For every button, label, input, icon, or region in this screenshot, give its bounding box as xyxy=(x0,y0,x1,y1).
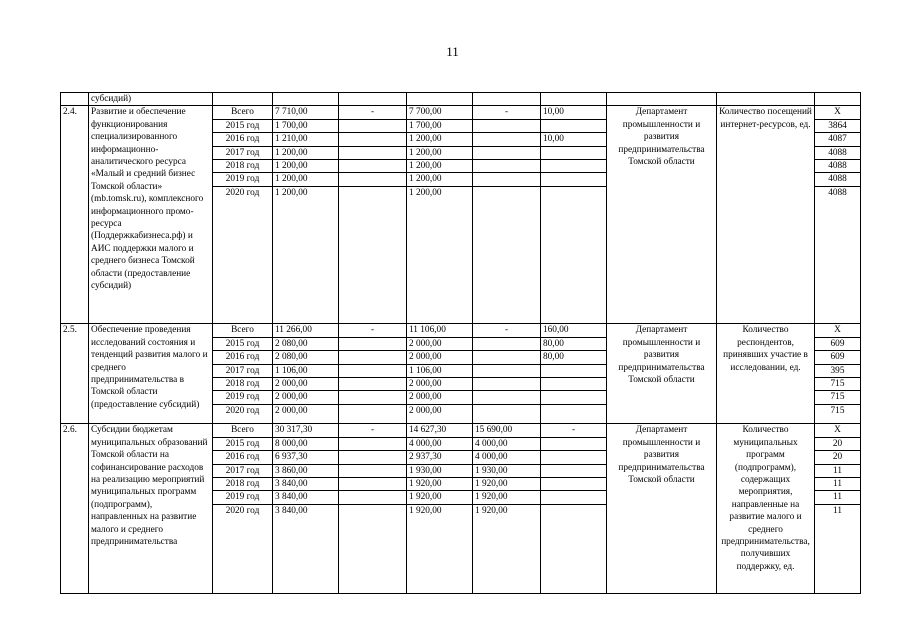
local-amount-value: 15 690,00 xyxy=(473,424,540,437)
measure-name: Субсидии бюджетам муниципальных образований Томской области на софинансирование расходов на реализацию мероприятий муниципальных программ (подпрограмм), направленных на развитие малого и среднего предпринимательства xyxy=(89,424,213,594)
year-value: 2020 год xyxy=(225,505,260,516)
regional-amount-cell xyxy=(407,424,473,594)
table-row xyxy=(61,424,861,594)
total-amount-value: 1 210,00 xyxy=(273,133,338,146)
federal-amount-value xyxy=(339,133,406,146)
continuation-name: субсидий) xyxy=(89,93,213,106)
other-amount-value: - xyxy=(541,424,606,437)
total-amount-value: 30 317,30 xyxy=(273,424,338,437)
local-amount-value xyxy=(473,120,540,133)
indicator-value-value: 20 xyxy=(815,451,860,464)
other-amount-cell xyxy=(541,324,607,424)
measure-name: Обеспечение проведения исследований состояния и тенденций развития малого и среднего предпринимательства в Томской области (предоставление субсидий) xyxy=(89,324,213,424)
total-amount-value: 2 080,00 xyxy=(273,338,338,351)
federal-amount-value xyxy=(339,378,406,391)
local-amount-value xyxy=(473,187,540,199)
federal-amount-value xyxy=(339,160,406,173)
year-value: 2015 год xyxy=(213,338,272,351)
federal-amount-value xyxy=(339,465,406,478)
total-amount-value: 11 266,00 xyxy=(273,324,338,337)
regional-amount-value: 1 200,00 xyxy=(407,147,472,160)
local-amount-value: 1 920,00 xyxy=(475,505,508,516)
regional-amount-value: 1 106,00 xyxy=(407,365,472,378)
local-amount-value: 4 000,00 xyxy=(473,438,540,451)
indicator-value-value: 4088 xyxy=(815,173,860,186)
other-amount-value xyxy=(541,491,606,504)
year-value: 2020 год xyxy=(225,405,260,416)
indicator-value-value: 4088 xyxy=(828,187,847,198)
indicator-value-value: 11 xyxy=(815,491,860,504)
federal-amount-value: - xyxy=(339,424,406,437)
indicator-value-cell xyxy=(815,106,861,324)
local-amount-value: 1 920,00 xyxy=(473,478,540,491)
regional-amount-value: 1 930,00 xyxy=(407,465,472,478)
regional-amount-value: 2 937,30 xyxy=(407,451,472,464)
federal-amount-cell xyxy=(339,424,407,594)
indicator-name: Количество посещений интернет-ресурсов, ед. xyxy=(717,106,815,324)
row-number: 2.5. xyxy=(61,324,89,424)
table-row-continuation xyxy=(61,93,861,106)
other-amount-value xyxy=(541,505,606,517)
local-amount-value xyxy=(473,365,540,378)
other-amount-value xyxy=(541,120,606,133)
year-value: 2019 год xyxy=(213,491,272,504)
local-amount-cell xyxy=(473,324,541,424)
total-amount-value: 1 200,00 xyxy=(273,147,338,160)
regional-amount-value: 1 200,00 xyxy=(407,133,472,146)
regional-amount-value: 4 000,00 xyxy=(407,438,472,451)
federal-amount-value: - xyxy=(339,324,406,337)
total-amount-value: 1 700,00 xyxy=(273,120,338,133)
year-value: 2016 год xyxy=(213,451,272,464)
regional-amount-value: 7 700,00 xyxy=(407,106,472,119)
responsible-department: Департамент промышленности и развития предпринимательства Томской области xyxy=(607,324,717,424)
total-amount-cell xyxy=(273,324,339,424)
federal-amount-value xyxy=(339,173,406,186)
regional-amount-value: 1 200,00 xyxy=(409,187,442,198)
year-value: 2017 год xyxy=(213,147,272,160)
federal-amount-value xyxy=(339,147,406,160)
total-amount-cell xyxy=(273,106,339,324)
federal-amount-cell xyxy=(339,324,407,424)
other-amount-value: 10,00 xyxy=(541,106,606,119)
responsible-department: Департамент промышленности и развития предпринимательства Томской области xyxy=(607,424,717,594)
federal-amount-value xyxy=(339,405,406,417)
other-amount-value xyxy=(541,465,606,478)
regional-amount-value: 2 000,00 xyxy=(407,338,472,351)
federal-amount-value xyxy=(339,505,406,517)
year-value: Всего xyxy=(213,324,272,337)
local-amount-value: 4 000,00 xyxy=(473,451,540,464)
indicator-name: Количество респондентов, принявших участие в исследовании, ед. xyxy=(717,324,815,424)
other-amount-value: 10,00 xyxy=(541,133,606,146)
indicator-value-value: 715 xyxy=(815,378,860,391)
regional-amount-value: 2 000,00 xyxy=(407,391,472,404)
other-amount-value: 80,00 xyxy=(541,338,606,351)
other-amount-value xyxy=(541,378,606,391)
total-amount-value: 1 200,00 xyxy=(273,173,338,186)
regional-amount-value: 1 920,00 xyxy=(407,491,472,504)
indicator-value-value: 11 xyxy=(815,465,860,478)
other-amount-value xyxy=(541,187,606,199)
indicator-value-value: 609 xyxy=(815,351,860,364)
federal-amount-value xyxy=(339,351,406,364)
total-amount-value: 8 000,00 xyxy=(273,438,338,451)
year-cell xyxy=(213,424,273,594)
federal-amount-value xyxy=(339,478,406,491)
page-number: 11 xyxy=(446,44,459,59)
local-amount-value xyxy=(473,160,540,173)
regional-amount-value: 11 106,00 xyxy=(407,324,472,337)
local-amount-value: 1 920,00 xyxy=(473,491,540,504)
federal-amount-value xyxy=(339,187,406,199)
row-number: 2.6. xyxy=(61,424,89,594)
local-amount-value: 1 930,00 xyxy=(473,465,540,478)
year-cell xyxy=(213,324,273,424)
year-value: 2019 год xyxy=(213,173,272,186)
local-amount-value xyxy=(473,378,540,391)
other-amount-value xyxy=(541,173,606,186)
other-amount-value xyxy=(541,405,606,417)
indicator-value-value: 4088 xyxy=(815,147,860,160)
local-amount-value xyxy=(473,351,540,364)
other-amount-value xyxy=(541,147,606,160)
indicator-value-value: 4088 xyxy=(815,160,860,173)
total-amount-value: 2 000,00 xyxy=(273,378,338,391)
total-amount-value: 2 000,00 xyxy=(275,405,308,416)
measure-name: Развитие и обеспечение функционирования специализированного информационно-аналитического ресурса «Малый и средний бизнес Томской области» (mb.tomsk.ru), комплексного информационного промо-ресурса (Поддержкабизнеса.рф) и АИС поддержки малого и среднего бизнеса Томской области (предоставление субсидий) xyxy=(89,106,213,324)
indicator-value-value: 4087 xyxy=(815,133,860,146)
responsible-department: Департамент промышленности и развития предпринимательства Томской области xyxy=(607,106,717,324)
table-row xyxy=(61,106,861,324)
other-amount-value xyxy=(541,160,606,173)
regional-amount-value: 2 000,00 xyxy=(409,405,442,416)
federal-amount-cell xyxy=(339,106,407,324)
year-value: 2018 год xyxy=(213,478,272,491)
year-value: 2017 год xyxy=(213,365,272,378)
total-amount-value: 3 840,00 xyxy=(275,505,308,516)
total-amount-value: 2 000,00 xyxy=(273,391,338,404)
federal-amount-value xyxy=(339,365,406,378)
year-value: Всего xyxy=(213,106,272,119)
local-amount-cell xyxy=(473,106,541,324)
regional-amount-value: 14 627,30 xyxy=(407,424,472,437)
other-amount-value xyxy=(541,438,606,451)
local-amount-value xyxy=(473,173,540,186)
total-amount-value: 3 840,00 xyxy=(273,491,338,504)
other-amount-value xyxy=(541,478,606,491)
indicator-value-value: 609 xyxy=(815,338,860,351)
indicator-value-value: 715 xyxy=(815,391,860,404)
indicator-value-value: 20 xyxy=(815,438,860,451)
federal-amount-value xyxy=(339,491,406,504)
total-amount-value: 1 200,00 xyxy=(275,187,308,198)
indicator-value-value: 11 xyxy=(833,505,842,516)
regional-amount-cell xyxy=(407,324,473,424)
row-number: 2.4. xyxy=(61,106,89,324)
regional-amount-value: 2 000,00 xyxy=(407,351,472,364)
total-amount-value: 7 710,00 xyxy=(273,106,338,119)
other-amount-value: 160,00 xyxy=(541,324,606,337)
federal-amount-value xyxy=(339,120,406,133)
year-value: 2018 год xyxy=(213,378,272,391)
local-amount-value xyxy=(473,338,540,351)
indicator-value-cell xyxy=(815,424,861,594)
local-amount-value: - xyxy=(473,324,540,337)
other-amount-value xyxy=(541,391,606,404)
regional-amount-value: 1 700,00 xyxy=(407,120,472,133)
year-cell xyxy=(213,106,273,324)
other-amount-value xyxy=(541,451,606,464)
indicator-value-cell xyxy=(815,324,861,424)
regional-amount-value: 1 200,00 xyxy=(407,160,472,173)
total-amount-value: 3 840,00 xyxy=(273,478,338,491)
total-amount-cell xyxy=(273,424,339,594)
year-value: 2019 год xyxy=(213,391,272,404)
year-value: 2020 год xyxy=(225,187,260,198)
indicator-value-value: 395 xyxy=(815,365,860,378)
table-row xyxy=(61,324,861,424)
total-amount-value: 6 937,30 xyxy=(273,451,338,464)
indicator-value-value: X xyxy=(815,106,860,119)
year-value: 2016 год xyxy=(213,351,272,364)
federal-amount-value: - xyxy=(339,106,406,119)
federal-amount-value xyxy=(339,438,406,451)
regional-amount-value: 2 000,00 xyxy=(407,378,472,391)
regional-amount-value: 1 200,00 xyxy=(407,173,472,186)
year-value: 2017 год xyxy=(213,465,272,478)
federal-amount-value xyxy=(339,338,406,351)
total-amount-value: 2 080,00 xyxy=(273,351,338,364)
other-amount-value xyxy=(541,365,606,378)
regional-amount-value: 1 920,00 xyxy=(407,478,472,491)
budget-table xyxy=(60,92,861,594)
indicator-name: Количество муниципальных программ (подпрограмм), содержащих мероприятия, направленные на развитие малого и среднего предпринимательства, получивших поддержку, ед. xyxy=(717,424,815,594)
local-amount-cell xyxy=(473,424,541,594)
total-amount-value: 1 200,00 xyxy=(273,160,338,173)
indicator-value-value: 11 xyxy=(815,478,860,491)
total-amount-value: 1 106,00 xyxy=(273,365,338,378)
indicator-value-value: 715 xyxy=(830,405,845,416)
local-amount-value xyxy=(473,133,540,146)
indicator-value-value: X xyxy=(815,324,860,337)
year-value: 2015 год xyxy=(213,120,272,133)
other-amount-cell xyxy=(541,106,607,324)
year-value: 2015 год xyxy=(213,438,272,451)
local-amount-value: - xyxy=(473,106,540,119)
year-value: 2018 год xyxy=(213,160,272,173)
other-amount-value: 80,00 xyxy=(541,351,606,364)
year-value: 2016 год xyxy=(213,133,272,146)
year-value: Всего xyxy=(213,424,272,437)
federal-amount-value xyxy=(339,391,406,404)
local-amount-value xyxy=(473,405,540,417)
indicator-value-value: 3864 xyxy=(815,120,860,133)
other-amount-cell xyxy=(541,424,607,594)
regional-amount-cell xyxy=(407,106,473,324)
regional-amount-value: 1 920,00 xyxy=(409,505,442,516)
local-amount-value xyxy=(473,147,540,160)
indicator-value-value: X xyxy=(815,424,860,437)
total-amount-value: 3 860,00 xyxy=(273,465,338,478)
federal-amount-value xyxy=(339,451,406,464)
local-amount-value xyxy=(473,391,540,404)
